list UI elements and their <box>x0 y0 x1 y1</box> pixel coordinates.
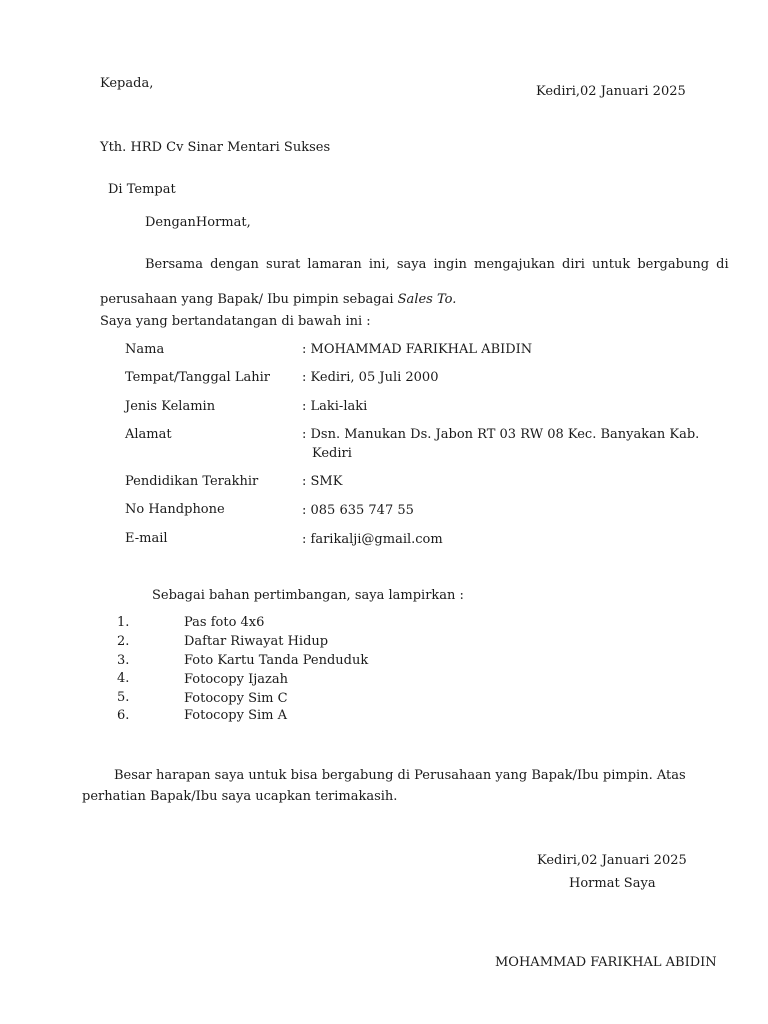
detail-label: Nama <box>125 342 165 357</box>
place: Di Tempat <box>108 182 176 197</box>
undersigned-line: Saya yang bertandatangan di bawah ini : <box>100 314 371 329</box>
closing-line-1: Besar harapan saya untuk bisa bergabung di Perusahaan yang Bapak/Ibu pimpin. Atas <box>114 768 686 783</box>
detail-label: Alamat <box>125 427 172 442</box>
opening-line-1: Bersama dengan surat lamaran ini, saya ingin mengajukan diri untuk bergabung di <box>145 257 729 272</box>
signature-name: MOHAMMAD FARIKHAL ABIDIN <box>495 955 717 970</box>
list-text: Pas foto 4x6 <box>184 615 265 630</box>
opening-line-2 <box>100 292 456 307</box>
list-number: 4. <box>117 671 130 686</box>
date-bottom: Kediri,02 Januari 2025 <box>537 853 687 868</box>
list-text: Fotocopy Ijazah <box>184 672 288 687</box>
date-top: Kediri,02 Januari 2025 <box>536 84 686 99</box>
detail-label: Jenis Kelamin <box>125 399 216 414</box>
detail-label: E-mail <box>125 531 168 546</box>
detail-label: No Handphone <box>125 502 225 517</box>
recipient: Yth. HRD Cv Sinar Mentari Sukses <box>100 140 331 155</box>
detail-value: : MOHAMMAD FARIKHAL ABIDIN <box>302 342 533 357</box>
detail-value: : 085 635 747 55 <box>302 503 414 518</box>
detail-label: Pendidikan Terakhir <box>125 474 259 489</box>
detail-value: : Kediri, 05 Juli 2000 <box>302 370 439 385</box>
detail-value: : Dsn. Manukan Ds. Jabon RT 03 RW 08 Kec. Banyakan Kab. <box>302 427 700 442</box>
list-number: 5. <box>117 690 130 705</box>
salutation-to: Kepada, <box>100 76 154 91</box>
detail-value: : Laki-laki <box>302 399 368 414</box>
list-number: 6. <box>117 708 130 723</box>
regards: Hormat Saya <box>569 876 656 891</box>
greeting: DenganHormat, <box>145 215 251 230</box>
list-number: 3. <box>117 653 130 668</box>
detail-value: : farikalji@gmail.com <box>302 532 443 547</box>
list-text: Foto Kartu Tanda Penduduk <box>184 653 369 668</box>
attachments-intro: Sebagai bahan pertimbangan, saya lampirkan : <box>152 588 464 603</box>
list-number: 1. <box>117 615 130 630</box>
list-text: Daftar Riwayat Hidup <box>184 634 329 649</box>
detail-value: : SMK <box>302 474 343 489</box>
detail-value-continued: Kediri <box>312 446 352 461</box>
detail-label: Tempat/Tanggal Lahir <box>125 370 270 385</box>
closing-line-2: perhatian Bapak/Ibu saya ucapkan terimakasih. <box>82 789 398 804</box>
position-applied: Sales To. <box>397 292 457 307</box>
list-text: Fotocopy Sim A <box>184 708 288 723</box>
list-text: Fotocopy Sim C <box>184 691 288 706</box>
opening-line-2-prefix: perusahaan yang Bapak/ Ibu pimpin sebagai <box>100 292 398 307</box>
list-number: 2. <box>117 634 130 649</box>
